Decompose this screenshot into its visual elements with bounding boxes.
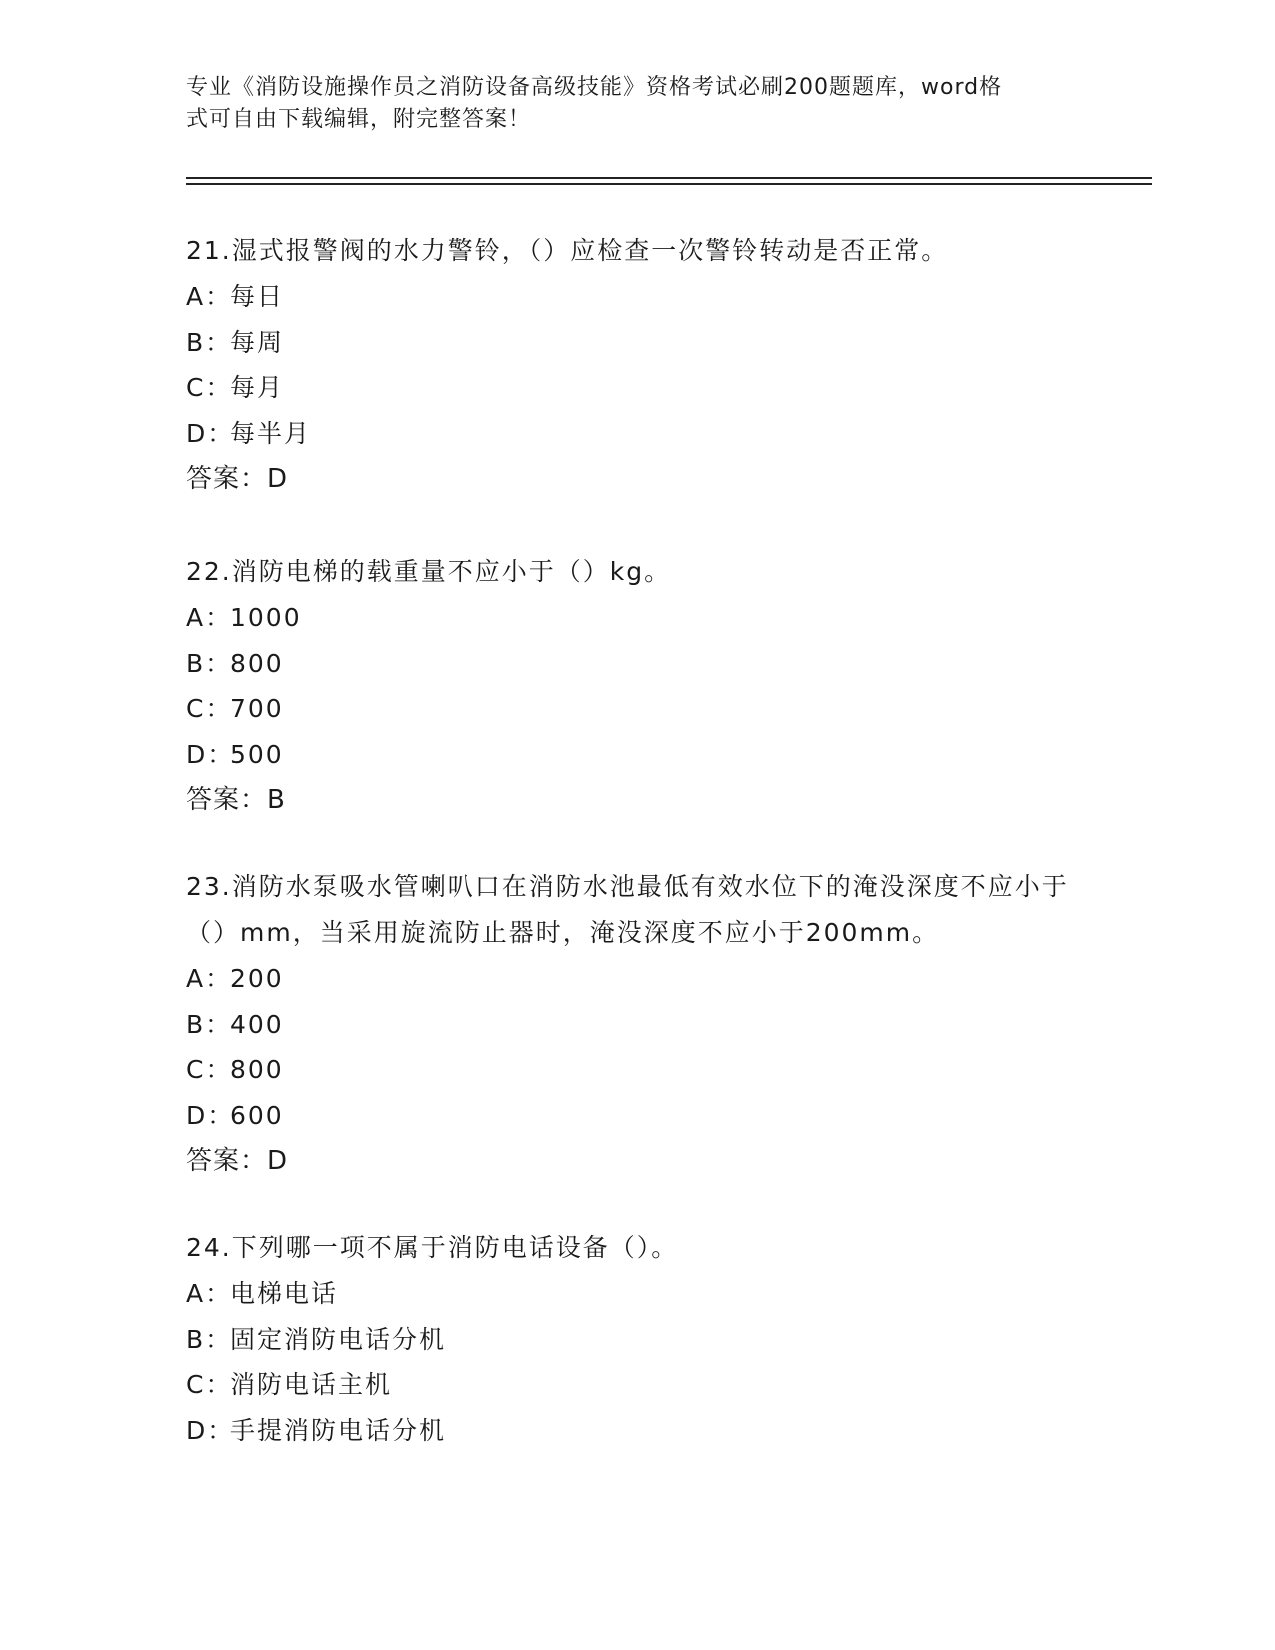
option-letter: B： (186, 1324, 233, 1354)
option-letter: D： (186, 418, 235, 448)
option-text: 200 (230, 964, 284, 993)
answer-line (186, 456, 1086, 502)
intro-line-2: 式可自由下载编辑，附完整答案！ (186, 107, 532, 132)
option-d (186, 411, 1086, 457)
option-letter: C： (186, 373, 233, 402)
option-a (186, 274, 1086, 320)
option-c (186, 1362, 1086, 1408)
question-24 (186, 1225, 1086, 1453)
option-text: 消防电话主机 (230, 1370, 393, 1399)
answer-line (186, 1138, 1086, 1184)
question-22 (186, 549, 1086, 823)
option-b (186, 1002, 1086, 1048)
answer-value: D (267, 1146, 289, 1176)
option-letter: D： (186, 1100, 235, 1130)
option-text: 600 (230, 1100, 284, 1130)
option-letter: B： (186, 1009, 233, 1039)
question-23 (186, 864, 1086, 1184)
option-c (186, 365, 1086, 411)
option-a (186, 956, 1086, 1002)
option-letter: D： (186, 739, 235, 769)
option-text: 700 (230, 694, 284, 723)
option-c (186, 1047, 1086, 1093)
option-letter: A： (186, 1279, 233, 1308)
intro-line-1: 专业《消防设施操作员之消防设备高级技能》资格考试必刷200题题库，word格 (186, 75, 1003, 100)
option-a (186, 595, 1086, 641)
option-text: 每日 (230, 282, 285, 311)
option-text: 1000 (230, 603, 302, 632)
answer-value: D (267, 464, 289, 494)
option-text: 每周 (230, 327, 285, 357)
option-letter: C： (186, 1370, 233, 1399)
option-text: 每月 (230, 373, 285, 402)
option-b (186, 641, 1086, 687)
question-21 (186, 228, 1086, 502)
option-letter: A： (186, 603, 233, 632)
answer-label: 答案： (186, 1146, 268, 1176)
header-divider-bottom (186, 183, 1152, 185)
answer-label: 答案： (186, 785, 268, 815)
option-b (186, 1317, 1086, 1363)
option-d (186, 1408, 1086, 1454)
option-text: 每半月 (230, 418, 312, 448)
question-stem: 21.湿式报警阀的水力警铃，（）应检查一次警铃转动是否正常。 (186, 236, 949, 265)
option-text: 800 (230, 1055, 284, 1084)
option-text: 固定消防电话分机 (230, 1324, 447, 1354)
option-letter: B： (186, 327, 233, 357)
question-stem: 24.下列哪一项不属于消防电话设备（）。 (186, 1233, 679, 1262)
option-text: 500 (230, 739, 284, 769)
option-letter: D： (186, 1415, 235, 1445)
option-letter: A： (186, 964, 233, 993)
option-text: 800 (230, 648, 284, 678)
option-d (186, 732, 1086, 778)
question-stem: 23.消防水泵吸水管喇叭口在消防水池最低有效水位下的淹没深度不应小于（）mm，当采用旋流防止器时，淹没深度不应小于200mm。 (186, 872, 1069, 947)
option-letter: C： (186, 694, 233, 723)
option-text: 400 (230, 1009, 284, 1039)
question-stem: 22.消防电梯的载重量不应小于（）kg。 (186, 557, 672, 586)
answer-line (186, 777, 1086, 823)
option-letter: B： (186, 648, 233, 678)
option-letter: C： (186, 1055, 233, 1084)
answer-value: B (267, 785, 286, 815)
document-intro (186, 72, 1066, 136)
option-a (186, 1271, 1086, 1317)
answer-label: 答案： (186, 464, 268, 494)
option-text: 手提消防电话分机 (230, 1415, 447, 1445)
option-b (186, 320, 1086, 366)
option-c (186, 686, 1086, 732)
option-d (186, 1093, 1086, 1139)
option-text: 电梯电话 (230, 1279, 339, 1308)
header-divider-top (186, 177, 1152, 179)
option-letter: A： (186, 282, 233, 311)
